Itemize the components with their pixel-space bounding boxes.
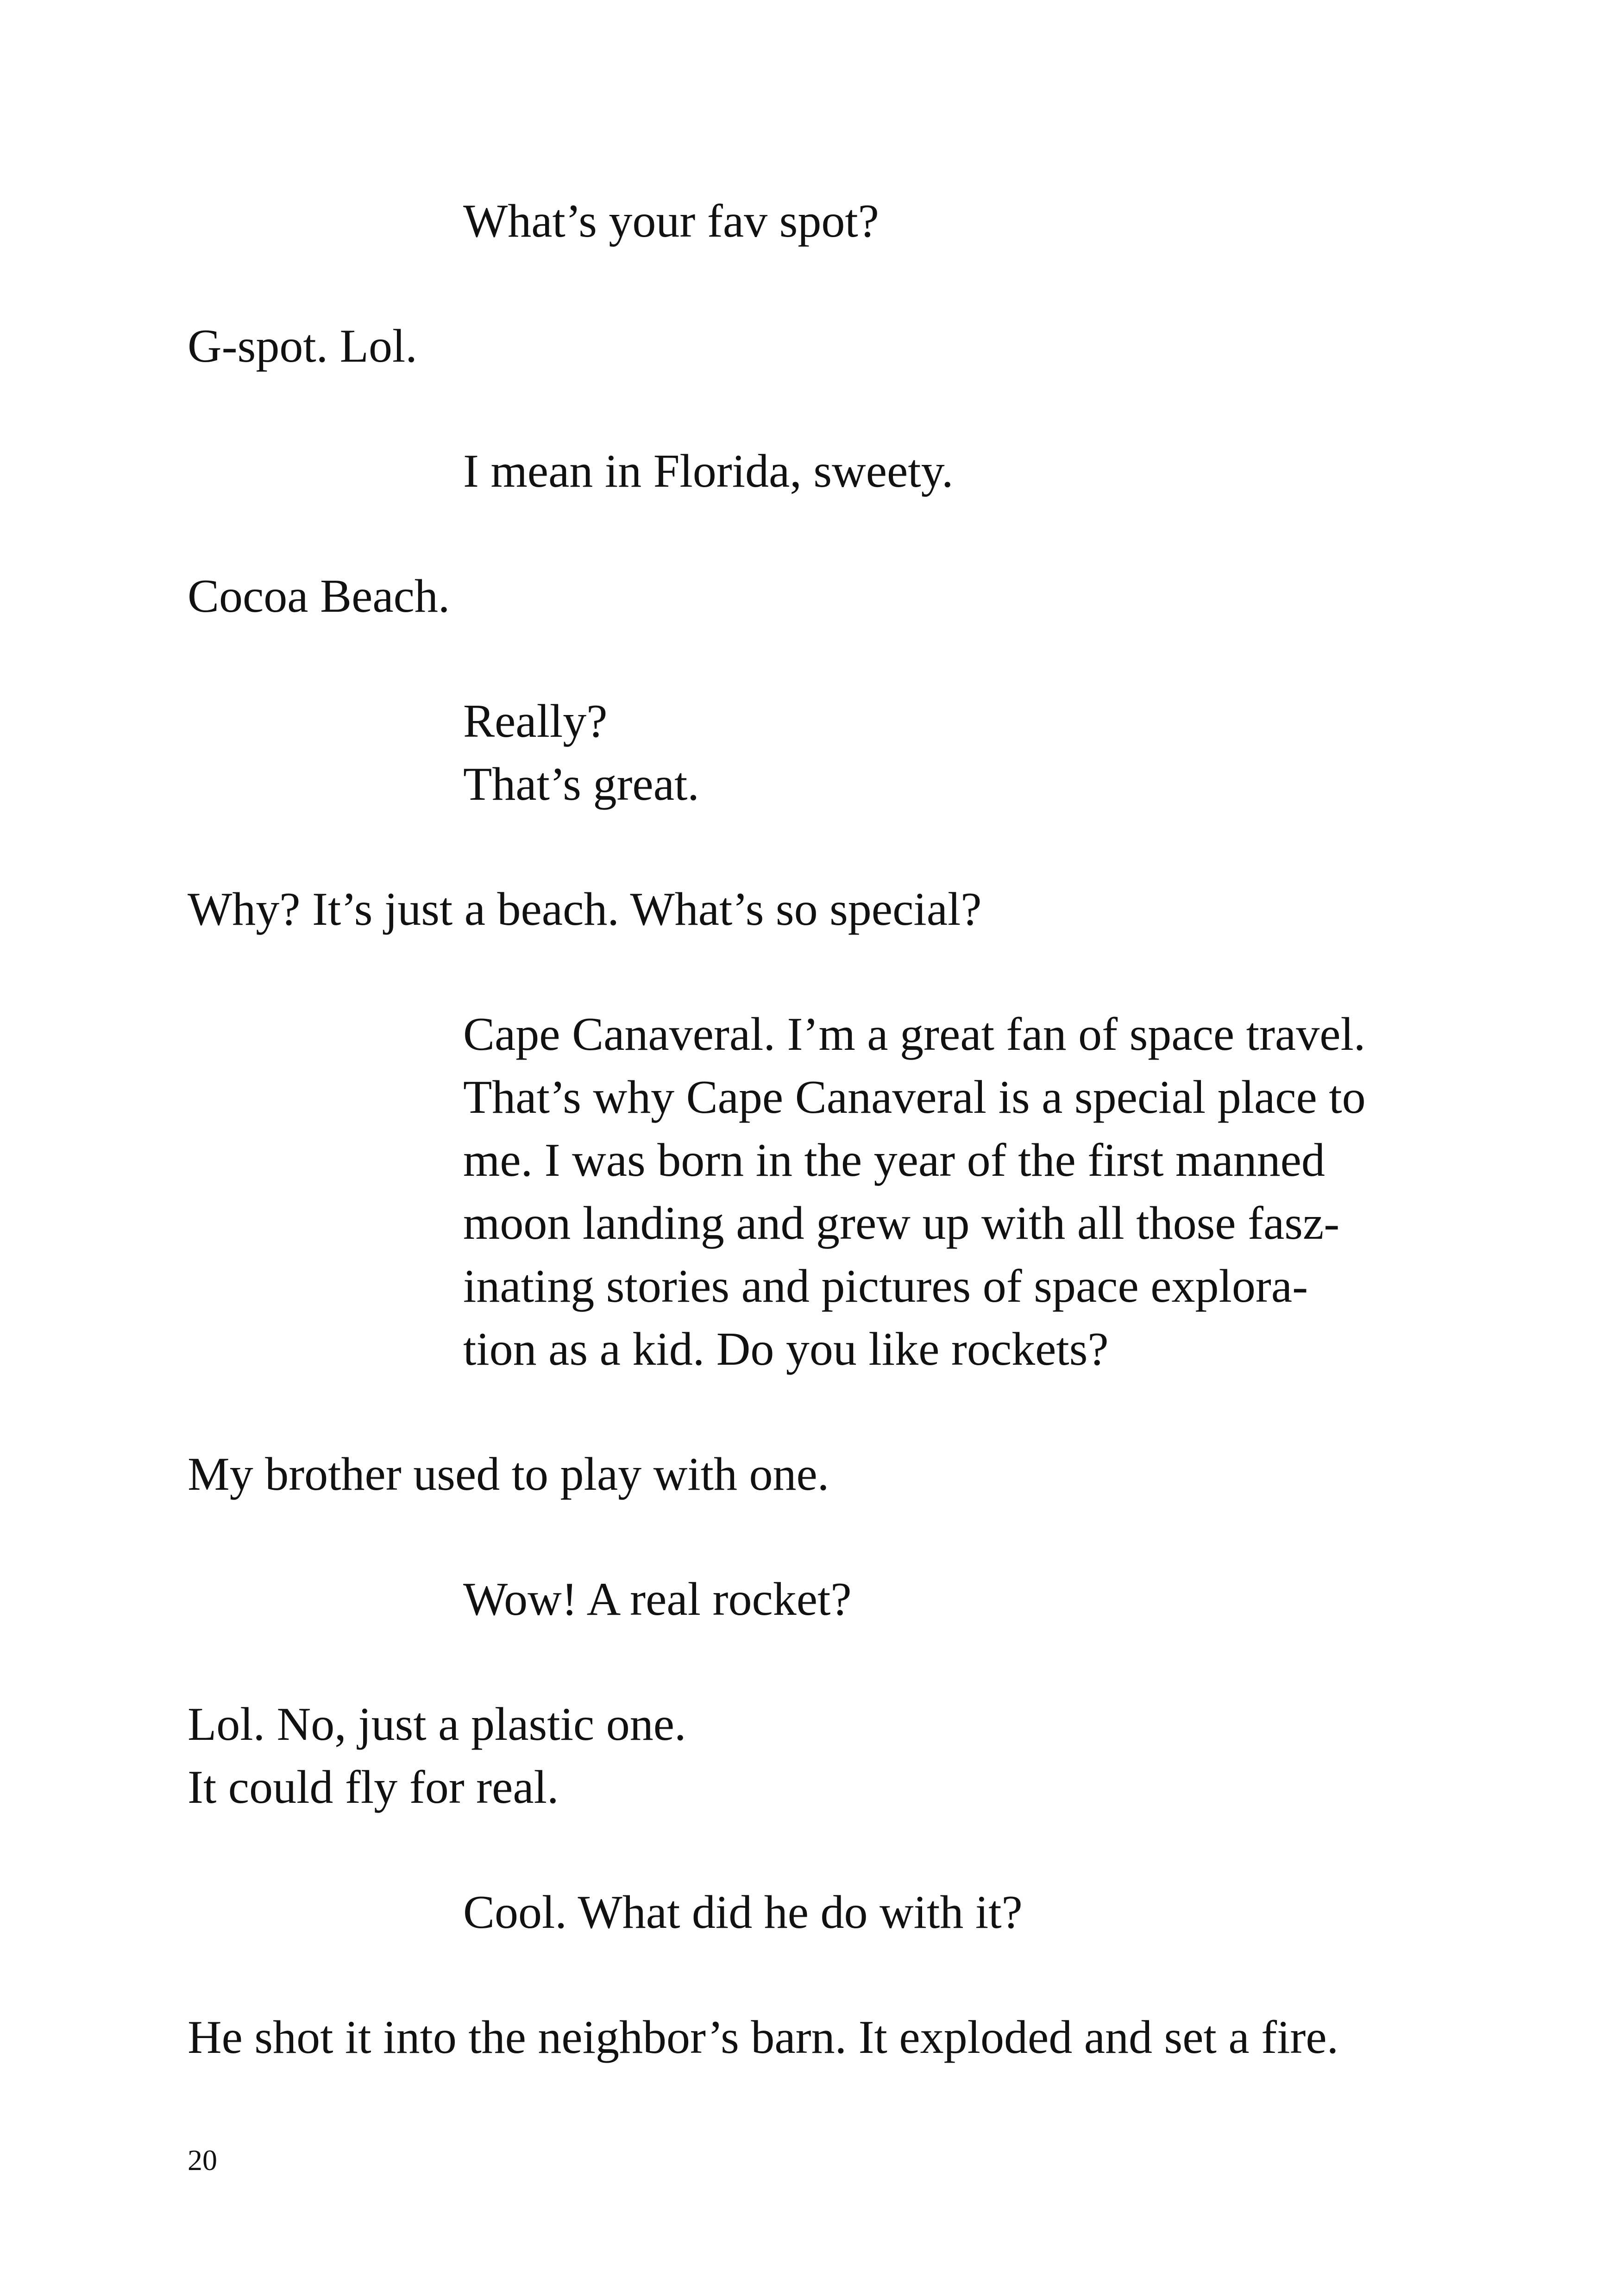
dialogue-line: Cool. What did he do with it?	[463, 1886, 1023, 1938]
dialogue-line: tion as a kid. Do you like rockets?	[463, 1323, 1109, 1375]
dialogue-line: That’s why Cape Canaveral is a special place to	[463, 1071, 1366, 1123]
dialogue-line: me. I was born in the year of the first manned	[463, 1134, 1325, 1186]
dialogue-line: I mean in Florida, sweety.	[463, 445, 954, 497]
dialogue-line: What’s your fav spot?	[463, 195, 879, 247]
dialogue-line: That’s great.	[463, 758, 699, 810]
dialogue-line: inating stories and pictures of space explora-	[463, 1260, 1308, 1312]
dialogue-line: Cape Canaveral. I’m a great fan of space travel.	[463, 1008, 1366, 1060]
dialogue-line: My brother used to play with one.	[188, 1448, 829, 1500]
dialogue-line: Wow! A real rocket?	[463, 1573, 852, 1625]
dialogue-line: Why? It’s just a beach. What’s so special?	[188, 883, 982, 935]
dialogue-line: Lol. No, just a plastic one.	[188, 1698, 686, 1750]
dialogue-line: moon landing and grew up with all those fasz-	[463, 1197, 1340, 1249]
dialogue-line: He shot it into the neighbor’s barn. It exploded and set a fire.	[188, 2011, 1339, 2064]
dialogue-line: Cocoa Beach.	[188, 570, 450, 622]
page-number: 20	[188, 2144, 217, 2177]
dialogue-line: It could fly for real.	[188, 1761, 559, 1813]
dialogue-line: Really?	[463, 695, 608, 747]
dialogue-line: G-spot. Lol.	[188, 320, 417, 372]
